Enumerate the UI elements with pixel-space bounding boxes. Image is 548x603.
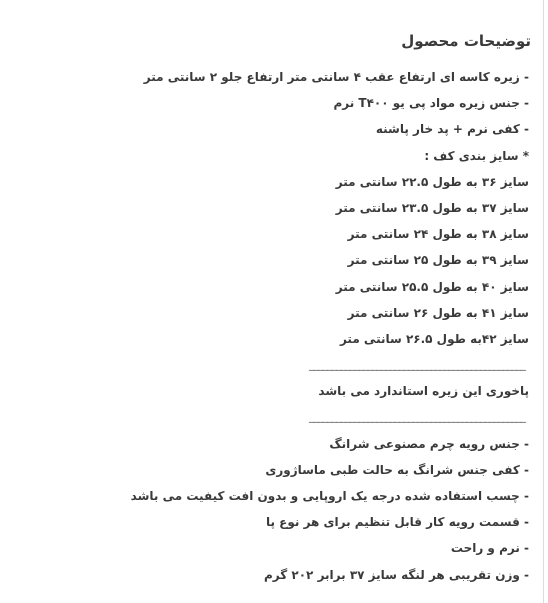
spec-insole-material: - کفی جنس شرانگ به حالت طبی ماساژوری (265, 462, 529, 477)
size-row-36: سایز ۳۶ به طول ۲۲.۵ سانتی متر (335, 174, 529, 189)
size-row-40: سایز ۴۰ به طول ۲۵.۵ سانتی متر (335, 279, 529, 294)
spec-insole-pad: - کفی نرم + پد خار پاشنه (375, 122, 529, 137)
size-row-38: سایز ۳۸ به طول ۲۴ سانتی متر (347, 227, 529, 242)
section-title: توضیحات محصول (401, 32, 531, 50)
spec-comfort: - نرم و راحت (450, 541, 529, 556)
size-row-37: سایز ۳۷ به طول ۲۳.۵ سانتی متر (335, 200, 529, 215)
size-row-42: سایز ۴۲به طول ۲۶.۵ سانتی متر (339, 331, 529, 346)
spec-glue-quality: - چسب استفاده شده درجه یک اروپایی و بدون افت کیفیت می باشد (130, 489, 529, 503)
size-chart-heading: * سایز بندی کف : (424, 148, 529, 163)
spec-upper-material: - جنس رویه چرم مصنوعی شرانگ (329, 436, 529, 451)
description-lines (29, 64, 529, 588)
separator-line: ________________________________________________ (309, 410, 525, 424)
spec-adjustable-upper: - قسمت رویه کار قابل تنظیم برای هر نوع پا (265, 515, 529, 530)
spec-weight: - وزن تقریبی هر لنگه سایز ۳۷ برابر ۲۰۲ گرم (263, 567, 529, 582)
spec-sole-height: - زیره کاسه ای ارتفاع عقب ۴ سانتی متر ارتفاع جلو ۲ سانتی متر (143, 70, 529, 84)
spec-sole-material: - جنس زیره مواد پی یو T۴۰۰ نرم (333, 96, 529, 111)
size-row-39: سایز ۳۹ به طول ۲۵ سانتی متر (347, 253, 529, 268)
separator-line: ________________________________________________ (309, 358, 525, 372)
size-row-41: سایز ۴۱ به طول ۲۶ سانتی متر (347, 305, 529, 320)
fit-note: پاخوری این زیره استاندارد می باشد (318, 384, 529, 399)
